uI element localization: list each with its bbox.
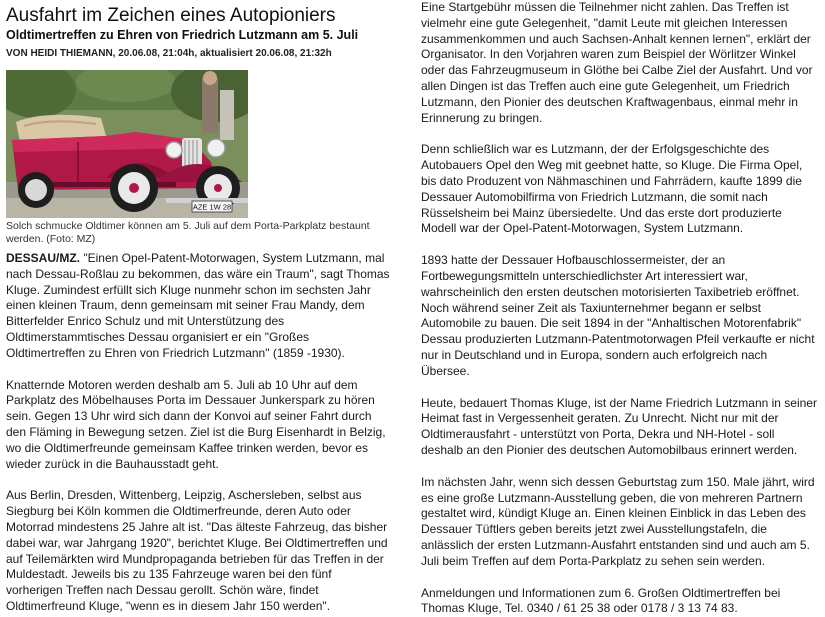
dateline: DESSAU/MZ. [6, 251, 81, 265]
paragraph-startfee: Eine Startgebühr müssen die Teilnehmer nicht zahlen. Das Treffen ist vielmehr eine gute Gelegenheit, "damit Leute mit gleichen Interessen zusammenkommen und auch Sachsen-Anhalt kennen lernen", erklärt der Organisator. In den Vorjahren waren zum Beispiel der Wörlitzer Winkel oder das Fahrzeugmuseum in Glöthe bei Calbe Ziel der Ausfahrt. Und vor allen Dingen ist das Treffen auch eine gute Gelegenheit, um Friedrich Lutzmann, den Pionier des deutschen Kraftwagenbaus, einmal mehr in Erinnerung zu bringen. [421, 0, 813, 125]
paragraph-exhibition: Im nächsten Jahr, wenn sich dessen Geburtstag zum 150. Male jährt, wird es eine große Lutzmann-Ausstellung geben, die von mehreren Partnern gestaltet wird, kündigt Kluge an. Einen kleinen Einblick in das Leben des Dessauer Tüftlers geben bereits jetzt zwei Ausstellungstafeln, die anlässlich der ersten Lutzmann-Ausfahrt entstanden sind und auch am 5. Juli beim Treffen auf dem Porta-Parkplatz zu sehen sein werden. [421, 474, 815, 568]
right-column [421, 0, 817, 617]
article-byline: VON HEIDI THIEMANN, 20.06.08, 21:04h, aktualisiert 20.06.08, 21:32h [6, 48, 332, 59]
paragraph-heritage: Heute, bedauert Thomas Kluge, ist der Name Friedrich Lutzmann in seiner Heimat fast in Vergessenheit geraten. Zu Unrecht. Nicht nur mit der Oldtimerausfahrt - unterstützt von Porta, Dekra und NH-Hotel - soll deshalb an den Pionier des deutschen Automobilbaus erinnert werden. [421, 395, 817, 457]
paragraph-intro-text: "Einen Opel-Patent-Motorwagen, System Lutzmann, mal nach Dessau-Roßlau zu bekommen, das wäre ein Traum", sagt Thomas Kluge. Zumindest erfüllt sich Kluge nunmehr schon im sechsten Jahr einen kleinen Traum, denn gemeinsam mit seiner Frau Mandy, dem Bitterfelder Enrico Schulz und mit Unterstützung des Oldtimerstammtisches Dessau organisiert er ein "Großes Oldtimertreffen zu Ehren von Friedrich Lutzmann" (1859 -1930). [6, 251, 390, 360]
license-plate-text: AZE 1W 28 [192, 202, 232, 212]
paragraph-contact: Anmeldungen und Informationen zum 6. Großen Oldtimertreffen bei Thomas Kluge, Tel. 0340 / 61 25 38 oder 0178 / 3 13 74 83. [421, 585, 781, 616]
article-headline: Ausfahrt im Zeichen eines Autopioniers [6, 5, 336, 26]
paragraph-motors: Knatternde Motoren werden deshalb am 5. Juli ab 10 Uhr auf dem Parkplatz des Möbelhauses Porta im Dessauer Junkerspark zu hören sein. Gegen 13 Uhr wird sich dann der Konvoi auf seiner Fahrt durch den Fläming in Bewegung setzen. Ziel ist die Burg Eisenhardt in Belzig, wo die Oldtimerfreunde gemeinsam Kaffee trinken werden, bevor es wieder zurück in die Bauhausstadt geht. [6, 377, 386, 471]
vintage-car-photo [6, 70, 248, 218]
article-subheadline: Oldtimertreffen zu Ehren von Friedrich Lutzmann am 5. Juli [6, 28, 359, 42]
paragraph-participants: Aus Berlin, Dresden, Wittenberg, Leipzig, Aschersleben, selbst aus Siegburg bei Köln kommen die Oldtimerfreunde, deren Auto oder Motorrad mindestens 25 Jahre alt ist. "Das älteste Fahrzeug, das bisher dabei war, war Jahrgang 1920", berichtet Kluge. Bei Oldtimertreffen und auf Teilemärkten wird Mundpropaganda betrieben für das Treffen in der Muldestadt. Jeweils bis zu 135 Fahrzeuge waren bei den fünf vorherigen Treffen nach Dessau gerollt. Schön wäre, findet Oldtimerfreund Kluge, "wenn es in diesem Jahr 150 werden". [6, 488, 388, 613]
image-caption: Solch schmucke Oldtimer können am 5. Juli auf dem Porta-Parkplatz bestaunt werden. (Foto: MZ) [6, 220, 370, 245]
paragraph-taxi-history: 1893 hatte der Dessauer Hofbauschlossermeister, der an Fortbewegungsmitteln unterschiedlichster Art interessiert war, wahrscheinlich den ersten deutschen motorisierten Taxibetrieb eröffnet. Noch während seiner Zeit als Taxiunternehmer begann er selbst Automobile zu bauen. Die seit 1894 in der "Anhaltischen Motorenfabrik" Dessau produzierten Lutzmann-Patentmotorwagen Pfeil verkaufte er nicht nur in Deutschland und in Europa, sondern auch erfolgreich nach Übersee. [421, 253, 815, 378]
left-column [6, 4, 390, 615]
paragraph-opel-history: Denn schließlich war es Lutzmann, der der Erfolgsgeschichte des Autobauers Opel den Weg mit geebnet hatte, so Kluge. Die Firma Opel, bis dato Produzent von Nähmaschinen und Fahrrädern, kaufte 1899 die Dessauer Automobilfirma von Friedrich Lutzmann, die somit nach Rüsselsheim bei Mainz übersiedelte. Und das erste dort produzierte Modell war der Opel-Patent-Motorwagen, System Lutzmann. [421, 142, 803, 236]
paragraph-intro [6, 251, 390, 362]
